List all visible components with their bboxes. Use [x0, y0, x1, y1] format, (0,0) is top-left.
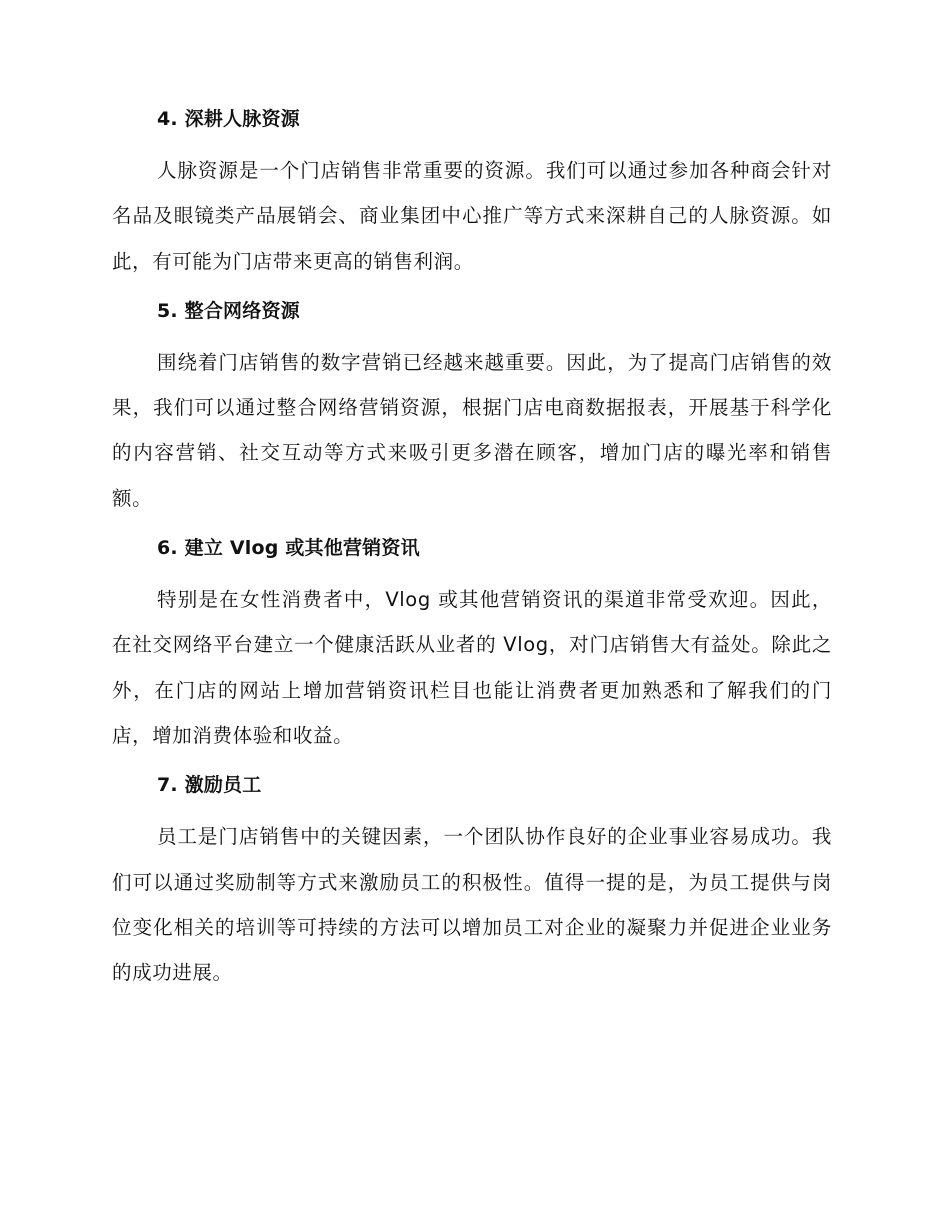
section-paragraph: 围绕着门店销售的数字营销已经越来越重要。因此，为了提高门店销售的效果，我们可以通过整合网络营销资源，根据门店电商数据报表，开展基于科学化的内容营销、社交互动等方式来吸引更多潜在顾客，增加门店的曝光率和销售额。	[112, 350, 832, 510]
section-heading: 6. 建立 Vlog 或其他营销资讯	[157, 537, 420, 560]
section-heading: 4. 深耕人脉资源	[157, 108, 300, 130]
section-online-resources	[112, 296, 832, 521]
section-heading: 7. 激励员工	[157, 774, 262, 797]
section-vlog	[112, 533, 832, 758]
section-paragraph: 员工是门店销售中的关键因素，一个团队协作良好的企业事业容易成功。我们可以通过奖励制等方式来激励员工的积极性。值得一提的是，为员工提供与岗位变化相关的培训等可持续的方法可以增加员工对企业的凝聚力并促进企业业务的成功进展。	[112, 825, 832, 985]
document-page	[112, 104, 832, 995]
section-heading: 5. 整合网络资源	[157, 299, 300, 322]
section-motivate-staff	[112, 770, 832, 995]
section-paragraph: 人脉资源是一个门店销售非常重要的资源。我们可以通过参加各种商会针对名品及眼镜类产品展销会、商业集团中心推广等方式来深耕自己的人脉资源。如此，有可能为门店带来更高的销售利润。	[112, 159, 832, 273]
section-network-resources	[112, 104, 832, 284]
section-paragraph: 特别是在女性消费者中，Vlog 或其他营销资讯的渠道非常受欢迎。因此，在社交网络平台建立一个健康活跃从业者的 Vlog，对门店销售大有益处。除此之外，在门店的网站上增加营销资讯栏目也能让消费者更加熟悉和了解我们的门店，增加消费体验和收益。	[112, 588, 832, 747]
